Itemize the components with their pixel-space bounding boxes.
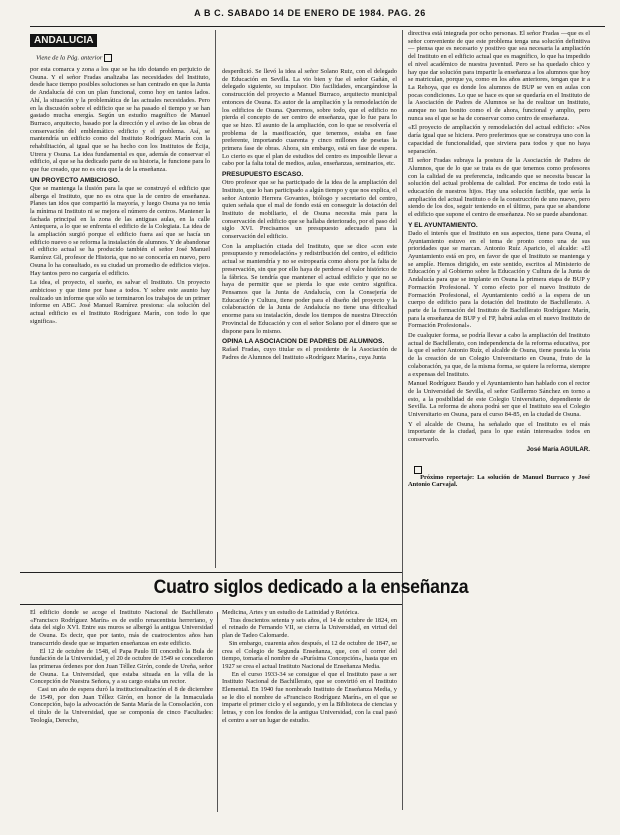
page-header: A B C. SABADO 14 DE ENERO DE 1984. PAG. 26: [194, 8, 426, 18]
right-subheading: Y EL AYUNTAMIENTO.: [408, 221, 478, 229]
history-column: [30, 609, 213, 725]
left-subheading: UN PROYECTO AMBICIOSO.: [30, 176, 120, 184]
right-paragraph: El señor Fradas subraya la postura de la Asociación de Padres de Alumnos, que de lo que se trata es de que tenemos como profesores con la calidad de su preferencia, indicando que se necesita buscar la solución del actual problema de calidad. Por encima de todo está la educación de nuestros hijos. Hay una solución factible, que sería la ampliación del actual Instituto o de la construcción de uno nuevo, pero siendo de los dos, seguir teniendo en el último, para que se abandone el edificio que supone el centro de enseñanza. No se puede abandonar.: [408, 157, 592, 219]
middle-subheading: OPINA LA ASOCIACION DE PADRES DE ALUMNOS.: [222, 338, 385, 346]
left-column: [30, 30, 210, 326]
column-rule: [402, 30, 403, 810]
column-rule: [217, 612, 218, 812]
column-rule: [215, 30, 216, 568]
continued-note: [36, 54, 210, 62]
right-paragraph: Manuel Rodríguez Baudo y el Ayuntamiento han hablado con el rector de la Universidad de Sevilla, el señor Guillermo Sánchez en torno a esto, a la posibilidad de este Colegio Universitario, dependiente de Sevilla. La reforma de ahora podrá ser que el Instituto sea el Colegio Universitario en Osuna, para el curso 84-85, en la ciudad de Osuna.: [408, 380, 592, 419]
history-paragraph: Medicina, Artes y un estudio de Latinidad y Retórica. Tras doscientos setenta y seis años, el 14 de octubre de 1824, en el reinado de Fernando VII, se cierra la Universidad, en virtud del plan de Tadeo Calomarde. Sin embargo, cuarenta años después, el 12 de octubre de 1847, se crea el Colegio de Segunda Enseñanza, que, con el correr del tiempo, tomaría el nombre de «Purísima Concepción», hasta que en 1927 se crea el actual Instituto Nacional de Enseñanza Media. En el curso 1933-34 se consigue el que el Instituto pase a ser Instituto Nacional de Bachillerato, que se convirtió en el Instituto Elemental. En 1940 fue nombrado Instituto de Enseñanza Media, y se le dio el nombre de «Francisco Rodríguez Marín», en el que se imparte el primer ciclo y el segundo, y en la Biblioteca de ciencias y letras, y con los fondos de la antigua Universidad, con la cual pasó el centro a ser un lugar de estudio.: [222, 609, 398, 724]
middle-paragraph: desperdició. Se llevó la idea al señor Solano Ruiz, con el delegado de Educación en Sevilla. La vio bien y fue el señor Gañán, el delegado siguiente, su impulsor. Dio facilidades, encargándose la construcción del proyecto a Manuel Burraco, arquitecto municipal entonces de Osuna. Es autor de la ampliación y la remodelación de los edificios de Osuna. Queremos, sobre todo, que el edificio no pierda el concepto de ser centro de enseñanza, que lo fue para lo que se hizo. El asunto de la ampliación, con lo que se resolvería el problema de la masificación, que tenemos, estaba en fase preferente, importando cuarenta y cinco millones de pesetas la primera fase de obras. Ahora, sin embargo, está en fase de espera. Lo cierto es que el plan de estudios del centro es imposible llevar a cabo por la falta total de medios, aulas, enseñanzas, seminarios, etc.: [222, 68, 399, 168]
square-icon: [104, 54, 112, 62]
left-paragraph: Que se mantenga la ilusión para la que se construyó el edificio que alberga el Instituto, que no es otra que la de centro de enseñanza. Planes tan idos que compartió la mayoría, y luego Osuna ya no tenía la mínima ni Instituto ni se mejora el número de centros. Mantener la fachada principal en la zona de las antiguas aulas, en la calle Antequera, a lo que se enfrenta el edificio de la Colegiata. La idea de la ampliación surgió porque el edificio fuera así que se hacía un edificio nuevo o se reforma la instalación de alumnos. Y de abandonar el edificio actual se ha producido también el señor José Manuel Ramírez Gil, profesor de Historia, que no se conocería en nuevo, pero Osuna lo ha consultado, es su ciudad un promedio de edificios viejos. Hay tantos pero no cargaría el edificio.: [30, 184, 212, 277]
history-column: [222, 609, 397, 725]
left-paragraph: por esta comarca y zona a los que se ha ido dotando en perjuicio de Osuna. Y el señor Fradas analizaba las necesidades del Instituto, desde hace tiempo posibles soluciones se han centrado en que la Junta de Andalucía dé con un plan funcional, como hoy en tantos lados. Ahí, la situación y la problemática de las actuales necesidades. Pero en la discusión sobre el edificio que se ha pasado el tiempo y se han gastado mucha energía. Según un estudio magnífico de Manuel Burraco, arquitecto, basado por la dirección y el aviso de las obras de conservación del emblemático edificio y el problema. Así, se mantendría un edificio como del Instituto Rodríguez Marín con la rehabilitación, al igual que se ha hecho con los Institutos de Écija, Utrera y Osuna. La idea fundamental es que, además de conservar el edificio, al que se ha dedicado parte de su historia, le funcione para lo que fue creado, que no es otra que la de la enseñanza.: [30, 66, 212, 174]
next-report-note: [408, 458, 590, 497]
left-paragraph: La idea, el proyecto, el sueño, es salvar el Instituto. Un proyecto ambicioso y que tiene por base a todos. Y sobre este asunto hay realizado un informe que sólo se terminaron los trabajos de un primer informe en ABC. José Manuel Ramírez presiona: «la solución del actual edificio es el Instituto Rodríguez Marín, con todo lo que significa».: [30, 279, 212, 325]
banner-rule: [20, 572, 402, 573]
right-paragraph: «El proyecto de ampliación y remodelación del actual edificio: «Nos daría igual que se hiciera. Pero preferimos que se construya uno con la capacidad de funcionalidad, que sirviera para todos y que no haya separación.: [408, 124, 592, 155]
right-paragraph: Dado el interés que el Instituto en sus aspectos, tiene para Osuna, el Ayuntamiento estuvo en el tema de pronto como una de sus prioridades que se marcan. Antonio Ruíz Aparicio, el alcalde: «El Ayuntamiento está en pro, en favor de que el Instituto se mantenga y se amplíe. Hemos dirigido, en este sentido, escritos al Ministerio de Educación y al Gobierno sobre la Educación y Cultura de la Junta de Andalucía para que se implante en Osuna la primera etapa de BUP y Formación Profesional. Y como efecto por el nuevo Instituto de Formación Profesional, el Ayuntamiento cedió a la espera de un cuerpo de edificio para la dotación del Instituto de Bachillerato. A parte de la formación del Instituto de Bachillerato Rodríguez Marín, para la enseñanza de BUP y el FP, habrá aulas en el nuevo Instituto de Formación Profesional».: [408, 229, 592, 330]
continued-text: Viene de la Pág. anterior: [36, 54, 103, 62]
section-label: ANDALUCIA: [30, 34, 97, 47]
right-paragraph: directiva está integrada por ocho personas. El señor Fradas —que es el señor conveniente de que este problema tenga una solución definitiva— piensa que es necesario y positivo que sea necesaria la ampliación del Instituto en el edificio actual que es magnífico, lo que ha impedido el nivel académico de nuestra juventud. Pero se ha quedado chico y hay que dar solución para impartir la enseñanza a los alumnos que hoy se matriculan, porque ya, como en los años anteriores, tengan que ir a La Rehoya, que es donde los alumnos de BUP se ven en aulas con pocas condiciones. Lo que se hace es que se quedaría en el Instituto de la Asociación de Padres de Alumnos se ha de realizar un Instituto, aunque no tan bonito como el de ahora, funcional y amplio, pero nunca sea el que se ha de conservar como centro de enseñanza.: [408, 30, 592, 122]
next-report-text: Próximo reportaje: La solución de Manuel Burraco y José Antonio Carvajal.: [408, 473, 592, 489]
right-column: [408, 30, 590, 497]
middle-paragraph: Con la ampliación citada del Instituto, que se dice «con este presupuesto y remodelación» y redistribución del centro, el edificio actual se mantendría y no se estropearía como ahora por la falta de preservación, sin que por ello haya de perderse el valor histórico de la fábrica. Se tendría que mantener el actual edificio y que no se haya de permitir que se pierda lo que este centro significa. Pensamos que la Junta de Andalucía, con la Consejería de Educación y Cultura, tiene poder para el diseño del proyecto y la colaboración de la Junta de Andalucía no tiene una dificultad enorme para su instalación, desde los tiempos de nuestra Dirección Provincial de Educación y con el señor Solano por el dinero que se dispone para lo mismo.: [222, 242, 399, 335]
history-paragraph: El edificio donde se acoge el Instituto Nacional de Bachillerato «Francisco Rodríguez Marín» es de estilo renacentista herreriano, y data del siglo XVI. Entre sus muros se albergó la antigua Universidad de Osuna. Es decir, que por tanto, más de cuatrocientos años han transcurrido desde que se imparten enseñanzas en este edificio. El 12 de octubre de 1548, el Papa Paulo III concedió la Bula de fundación de la Universidad, y el 20 de octubre de 1549 se concedieron las primeras órdenes por don Juan Téllez Girón, conde de Ureña, señor de Osuna. La Universidad, que estaba situada en la villa de la Concepción de Nuestra Señora, y a su cargo estaba un rector. Casi un año de espera duró la institucionalización el 8 de diciembre de 1549, por don Juan Téllez Girón, en honor de la Inmaculada Concepción, bajo la advocación de Santa María de la Consolación, con el título de la Universidad, que se componía de cinco Facultades: Teología, Derecho,: [30, 609, 214, 724]
banner-rule: [20, 604, 402, 605]
middle-paragraph: Rafael Fradas, cuyo titular es el presidente de la Asociación de Padres de Alumnos del Instituto «Rodríguez Marín», cuya Junta: [222, 346, 399, 361]
square-icon: [414, 466, 422, 474]
right-paragraph: Y el alcalde de Osuna, ha señalado que el Instituto es el más importante de la ciudad, para lo que están interesados todos en conservarlo.: [408, 420, 592, 444]
middle-column: [222, 68, 397, 362]
middle-subheading: PRESUPUESTO ESCASO.: [222, 171, 304, 179]
middle-paragraph: Otro profesor que se ha participado de la idea de la ampliación del Instituto, que lo han participado a algún tiempo y que nos explica, el señor Antonio Herrera Govantes, biólogo y secretario del centro, quien señala que el mal de fondo está en conseguir la dotación del Instituto de mobiliario, el de Osuna necesita más para la conservación del edificio que se hallaba deteriorado, por el paso del siglo XVI. Precisamos un presupuesto adecuado para la conservación del edificio.: [222, 179, 399, 241]
right-paragraph: De cualquier forma, se podría llevar a cabo la ampliación del Instituto actual de Bachillerato, con independencia de la reforma educativa, por la que el señor Antonio Ruíz, el alcalde de Osuna, tiene puesta la vista de la creación de un Colegio Universitario en Osuna, fruto de la colaboración, ya que, de la misma forma, se quiere la reforma, siempre a expensas del Instituto.: [408, 332, 592, 378]
author-signature: José María AGUILAR.: [526, 445, 590, 453]
banner-headline: Cuatro siglos dedicado a la enseñanza: [153, 577, 469, 598]
header-rule: [30, 26, 605, 27]
